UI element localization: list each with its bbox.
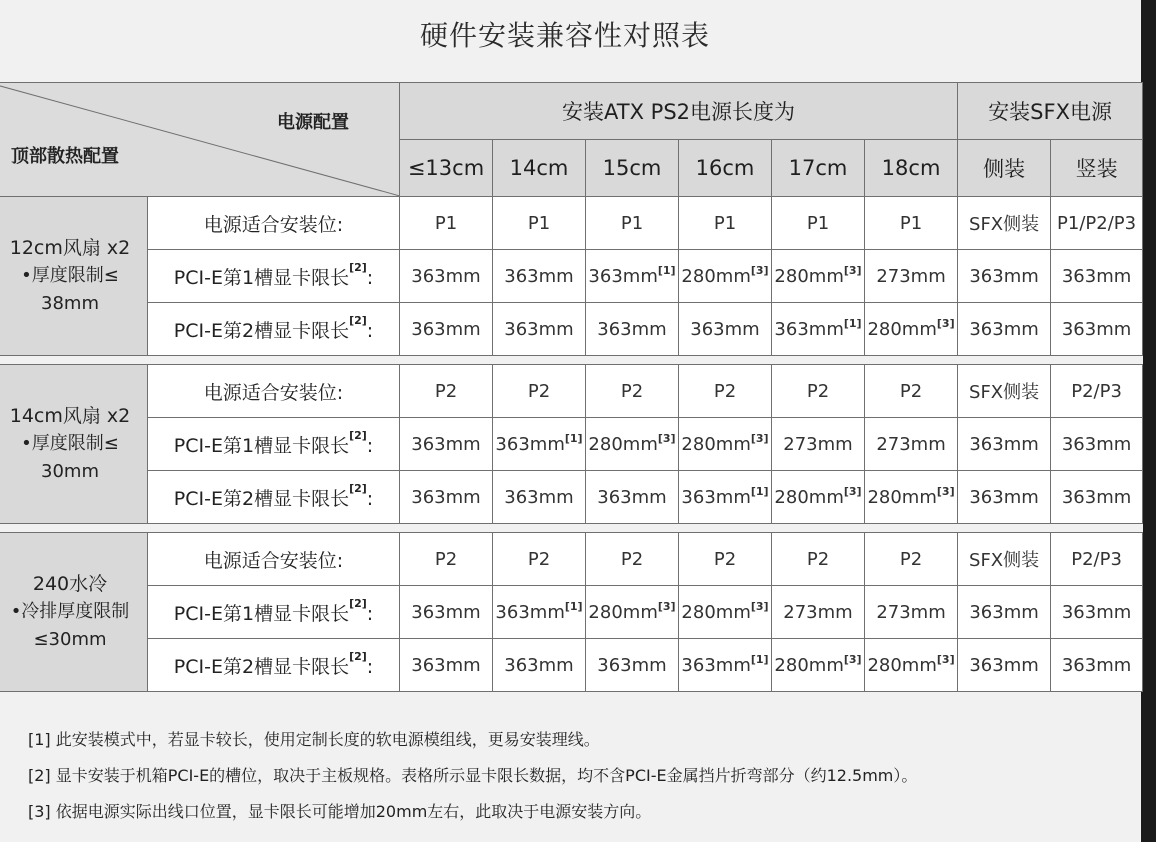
- footnote-ref: [3]: [657, 599, 676, 613]
- value-text: 273mm: [876, 601, 946, 623]
- value-text: 280mm: [681, 265, 751, 287]
- footnote-ref: [3]: [843, 263, 862, 277]
- value-cell: [1051, 365, 1143, 418]
- value-text: 280mm: [681, 433, 751, 455]
- value-text: P1: [527, 212, 551, 234]
- value-cell: [865, 197, 958, 250]
- value-cell: [679, 639, 772, 692]
- value-cell: [958, 533, 1051, 586]
- value-text: 363mm: [504, 265, 574, 287]
- atx-psu-header: 安装ATX PS2电源长度为: [400, 83, 958, 140]
- value-text: 280mm: [588, 601, 658, 623]
- footnote-ref: [3]: [657, 431, 676, 445]
- value-cell: [772, 250, 865, 303]
- value-cell: [772, 365, 865, 418]
- row-label-cell: [148, 471, 400, 524]
- value-text: 280mm: [867, 486, 937, 508]
- value-cell: [865, 471, 958, 524]
- value-cell: [772, 197, 865, 250]
- value-cell: [679, 365, 772, 418]
- row-label-cell: [148, 639, 400, 692]
- value-text: P2: [434, 548, 458, 570]
- group-label-cell: [0, 533, 148, 692]
- value-text: P2/P3: [1071, 548, 1122, 570]
- value-cell: [772, 418, 865, 471]
- value-text: 363mm: [597, 318, 667, 340]
- value-cell: [865, 639, 958, 692]
- value-text: P2/P3: [1071, 380, 1122, 402]
- value-text: 363mm: [681, 654, 751, 676]
- value-cell: [493, 471, 586, 524]
- value-cell: [493, 418, 586, 471]
- value-cell: [679, 418, 772, 471]
- value-text: 363mm: [1061, 265, 1132, 287]
- value-text: 363mm: [1061, 654, 1132, 676]
- value-cell: [958, 418, 1051, 471]
- value-cell: [679, 533, 772, 586]
- value-cell: [865, 533, 958, 586]
- footnote-ref: [3]: [936, 484, 955, 498]
- value-text: P2: [620, 380, 644, 402]
- value-text: 280mm: [774, 654, 844, 676]
- value-cell: [1051, 586, 1143, 639]
- column-header: 18cm: [865, 140, 958, 197]
- value-text: SFX侧装: [969, 550, 1040, 571]
- column-header: 16cm: [679, 140, 772, 197]
- value-cell: [958, 586, 1051, 639]
- table-row: [0, 586, 1143, 639]
- row-label: PCI-E第1槽显卡限长: [173, 266, 350, 289]
- group-limit-value: 30mm: [41, 461, 99, 482]
- row-label-colon: :: [366, 602, 374, 625]
- value-text: P2: [806, 380, 830, 402]
- value-cell: [400, 303, 493, 356]
- value-cell: [679, 250, 772, 303]
- value-text: 363mm: [495, 601, 565, 623]
- value-cell: [679, 303, 772, 356]
- value-cell: [586, 471, 679, 524]
- value-cell: [958, 365, 1051, 418]
- value-cell: [772, 586, 865, 639]
- value-text: 363mm: [969, 486, 1039, 508]
- value-cell: [1051, 418, 1143, 471]
- value-text: P2: [899, 548, 923, 570]
- footnotes: [28, 726, 917, 834]
- corner-psu-config-label: 电源配置: [277, 111, 349, 133]
- column-header: 17cm: [772, 140, 865, 197]
- value-text: 280mm: [774, 486, 844, 508]
- row-label-colon: :: [366, 434, 374, 457]
- table-row: [0, 418, 1143, 471]
- value-cell: [493, 586, 586, 639]
- value-cell: [958, 250, 1051, 303]
- column-header: 竖装: [1051, 140, 1143, 197]
- row-label-colon: :: [366, 319, 374, 342]
- value-cell: [958, 303, 1051, 356]
- group-title: 12cm风扇 x2: [9, 237, 131, 259]
- footnote-ref: [1]: [564, 599, 583, 613]
- value-text: 363mm: [969, 654, 1039, 676]
- value-cell: [772, 303, 865, 356]
- value-cell: [586, 365, 679, 418]
- value-cell: [586, 639, 679, 692]
- value-text: 280mm: [867, 318, 937, 340]
- value-cell: [493, 250, 586, 303]
- column-header: ≤13cm: [400, 140, 493, 197]
- footnote-ref: [3]: [750, 599, 769, 613]
- row-label-cell: [148, 365, 400, 418]
- compatibility-table: [0, 82, 1143, 692]
- value-text: 363mm: [1061, 486, 1132, 508]
- footnote-ref: [1]: [750, 484, 769, 498]
- footnote-ref: [3]: [936, 652, 955, 666]
- row-label-colon: :: [366, 655, 374, 678]
- value-text: P1: [434, 212, 458, 234]
- table-row: [0, 303, 1143, 356]
- group-label-cell: [0, 197, 148, 356]
- value-cell: [400, 418, 493, 471]
- value-text: 363mm: [969, 601, 1039, 623]
- value-text: 363mm: [969, 265, 1039, 287]
- value-cell: [400, 250, 493, 303]
- value-text: P2: [434, 380, 458, 402]
- footnote-ref: [1]: [750, 652, 769, 666]
- value-cell: [586, 418, 679, 471]
- group-spacer: [0, 356, 1143, 365]
- group-limit: •冷排厚度限制: [10, 601, 130, 622]
- value-text: 363mm: [411, 601, 481, 623]
- value-cell: [400, 365, 493, 418]
- footnote-ref: [1]: [843, 316, 862, 330]
- value-cell: [493, 365, 586, 418]
- table-row: [0, 197, 1143, 250]
- value-text: 363mm: [969, 318, 1039, 340]
- footnote-ref: [1]: [657, 263, 676, 277]
- value-text: 363mm: [411, 265, 481, 287]
- footnote-3: [3] 依据电源实际出线口位置，显卡限长可能增加20mm左右，此取决于电源安装方向。: [28, 802, 652, 821]
- value-cell: [1051, 197, 1143, 250]
- group-limit-value: ≤30mm: [33, 629, 107, 650]
- value-text: 363mm: [504, 654, 574, 676]
- value-cell: [679, 471, 772, 524]
- row-label: 电源适合安装位:: [203, 213, 344, 236]
- value-text: P2: [620, 548, 644, 570]
- value-cell: [400, 533, 493, 586]
- column-header: 侧装: [958, 140, 1051, 197]
- value-text: P1: [713, 212, 737, 234]
- footnote-ref: [3]: [750, 263, 769, 277]
- value-cell: [865, 303, 958, 356]
- footnote-ref: [2]: [349, 260, 367, 274]
- row-label-cell: [148, 418, 400, 471]
- value-cell: [679, 197, 772, 250]
- row-label: 电源适合安装位:: [203, 381, 344, 404]
- value-cell: [679, 586, 772, 639]
- value-cell: [865, 365, 958, 418]
- row-label-cell: [148, 250, 400, 303]
- value-cell: [865, 418, 958, 471]
- value-cell: [1051, 471, 1143, 524]
- value-text: 363mm: [504, 318, 574, 340]
- corner-diagonal-line: [0, 84, 400, 196]
- value-text: 363mm: [504, 486, 574, 508]
- footnote-ref: [1]: [564, 431, 583, 445]
- value-text: 280mm: [681, 601, 751, 623]
- group-title: 14cm风扇 x2: [9, 405, 131, 427]
- group-limit: •厚度限制≤: [21, 433, 119, 454]
- value-cell: [958, 639, 1051, 692]
- group-label-cell: [0, 365, 148, 524]
- value-text: 280mm: [774, 265, 844, 287]
- row-label: PCI-E第2槽显卡限长: [173, 319, 350, 342]
- value-text: 363mm: [411, 318, 481, 340]
- value-text: SFX侧装: [969, 214, 1040, 235]
- value-text: 363mm: [969, 433, 1039, 455]
- value-cell: [400, 639, 493, 692]
- row-label: PCI-E第2槽显卡限长: [173, 487, 350, 510]
- value-text: 363mm: [597, 486, 667, 508]
- footnote-ref: [2]: [349, 596, 367, 610]
- value-text: P1: [620, 212, 644, 234]
- column-header: 15cm: [586, 140, 679, 197]
- footnote-ref: [3]: [843, 484, 862, 498]
- table-row: [0, 250, 1143, 303]
- value-text: P2: [527, 380, 551, 402]
- table-row: [0, 533, 1143, 586]
- value-text: 363mm: [1061, 433, 1132, 455]
- group-title: 240水冷: [32, 573, 108, 595]
- value-text: 363mm: [597, 654, 667, 676]
- value-text: 363mm: [411, 486, 481, 508]
- value-text: 280mm: [588, 433, 658, 455]
- value-cell: [772, 533, 865, 586]
- value-text: 363mm: [1061, 318, 1132, 340]
- group-limit: •厚度限制≤: [21, 265, 119, 286]
- value-cell: [586, 303, 679, 356]
- row-label: PCI-E第1槽显卡限长: [173, 434, 350, 457]
- value-cell: [772, 471, 865, 524]
- value-cell: [586, 533, 679, 586]
- value-cell: [586, 197, 679, 250]
- value-cell: [586, 586, 679, 639]
- column-header: 14cm: [493, 140, 586, 197]
- value-cell: [958, 197, 1051, 250]
- value-text: P2: [713, 548, 737, 570]
- value-text: 273mm: [876, 433, 946, 455]
- row-label-cell: [148, 303, 400, 356]
- footnote-ref: [3]: [843, 652, 862, 666]
- value-text: P2: [527, 548, 551, 570]
- table-row: [0, 471, 1143, 524]
- footnote-ref: [2]: [349, 481, 367, 495]
- value-text: 363mm: [774, 318, 844, 340]
- row-label-colon: :: [366, 487, 374, 510]
- page-title: 硬件安装兼容性对照表: [419, 19, 710, 52]
- value-cell: [865, 586, 958, 639]
- corner-cooling-config-label: 顶部散热配置: [11, 145, 119, 167]
- row-label-cell: [148, 586, 400, 639]
- group-limit-value: 38mm: [41, 293, 99, 314]
- value-cell: [1051, 303, 1143, 356]
- value-cell: [400, 586, 493, 639]
- footnote-2: [2] 显卡安装于机箱PCI-E的槽位，取决于主板规格。表格所示显卡限长数据，均不含PCI-E金属挡片折弯部分（约12.5mm）。: [28, 766, 918, 785]
- value-cell: [493, 533, 586, 586]
- value-text: P1/P2/P3: [1057, 212, 1137, 234]
- value-text: 363mm: [1061, 601, 1132, 623]
- value-text: 363mm: [681, 486, 751, 508]
- header-corner: [0, 83, 400, 197]
- value-text: P2: [806, 548, 830, 570]
- value-cell: [1051, 250, 1143, 303]
- value-cell: [586, 250, 679, 303]
- value-text: 363mm: [588, 265, 658, 287]
- row-label-colon: :: [366, 266, 374, 289]
- value-text: SFX侧装: [969, 382, 1040, 403]
- value-text: P1: [806, 212, 830, 234]
- table-row: [0, 639, 1143, 692]
- value-cell: [400, 197, 493, 250]
- row-label: PCI-E第1槽显卡限长: [173, 602, 350, 625]
- row-label: 电源适合安装位:: [203, 549, 344, 572]
- value-text: 273mm: [783, 601, 853, 623]
- footnote-ref: [2]: [349, 649, 367, 663]
- value-text: 363mm: [690, 318, 760, 340]
- right-edge-strip: [1141, 0, 1156, 842]
- value-text: P1: [899, 212, 923, 234]
- value-cell: [1051, 639, 1143, 692]
- row-label: PCI-E第2槽显卡限长: [173, 655, 350, 678]
- value-text: P2: [713, 380, 737, 402]
- value-cell: [958, 471, 1051, 524]
- value-text: 363mm: [495, 433, 565, 455]
- value-cell: [493, 303, 586, 356]
- sfx-psu-header: 安装SFX电源: [958, 83, 1143, 140]
- value-text: 273mm: [876, 265, 946, 287]
- value-cell: [1051, 533, 1143, 586]
- value-cell: [493, 197, 586, 250]
- footnote-ref: [3]: [936, 316, 955, 330]
- value-text: 363mm: [411, 654, 481, 676]
- value-text: 273mm: [783, 433, 853, 455]
- value-cell: [493, 639, 586, 692]
- value-cell: [400, 471, 493, 524]
- footnote-ref: [2]: [349, 313, 367, 327]
- footnote-1: [1] 此安装模式中，若显卡较长，使用定制长度的软电源模组线，更易安装理线。: [28, 730, 600, 749]
- row-label-cell: [148, 197, 400, 250]
- value-text: P2: [899, 380, 923, 402]
- table-row: [0, 365, 1143, 418]
- value-text: 280mm: [867, 654, 937, 676]
- value-text: 363mm: [411, 433, 481, 455]
- footnote-ref: [3]: [750, 431, 769, 445]
- value-cell: [772, 639, 865, 692]
- footnote-ref: [2]: [349, 428, 367, 442]
- row-label-cell: [148, 533, 400, 586]
- value-cell: [865, 250, 958, 303]
- group-spacer: [0, 524, 1143, 533]
